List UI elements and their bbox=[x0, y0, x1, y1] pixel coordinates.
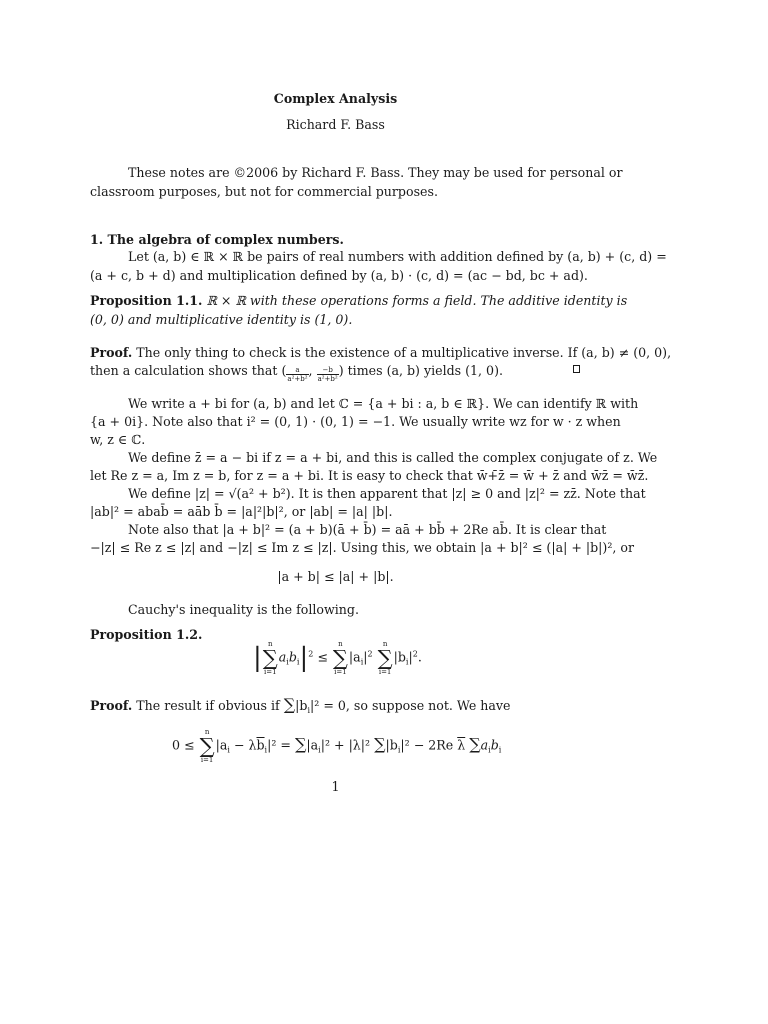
proposition-text: ℝ × ℝ with these operations forms a field. The additive identity is bbox=[206, 293, 628, 308]
proof-text-post: ) times (a, b) yields (1, 0). bbox=[338, 363, 503, 378]
proof-text: The only thing to check is the existence of a multiplicative inverse. If (a, b) ≠ (0, 0), bbox=[136, 345, 672, 360]
section-heading: 1. The algebra of complex numbers. bbox=[90, 232, 344, 247]
proposition-1-1-line-2: (0, 0) and multiplicative identity is (1, 0). bbox=[90, 312, 353, 327]
body-line-9: −|z| ≤ Re z ≤ |z| and −|z| ≤ Im z ≤ |z|. Using this, we obtain |a + b|² ≤ (|a| + |b|)², or bbox=[90, 540, 634, 555]
body-line-5: let Re z = a, Im z = b, for z = a + bi. It is easy to check that w̄+̄z̄ = w̄ + z̄ and w̄z̄ = w̄z̄. bbox=[90, 468, 649, 483]
body-line-8: Note also that |a + b|² = (a + b)(ā + b̄) = aā + bb̄ + 2Re ab̄. It is clear that bbox=[128, 522, 607, 537]
section-para-line-2: (a + c, b + d) and multiplication defined by (a, b) · (c, d) = (ac − bd, bc + ad). bbox=[90, 268, 588, 283]
abs-bar-right: | bbox=[299, 643, 309, 673]
proposition-1-1-line-1 bbox=[90, 291, 628, 311]
copyright-line-2: classroom purposes, but not for commercial purposes. bbox=[90, 184, 438, 199]
fraction-numerator: a bbox=[286, 366, 308, 375]
proof-1-line-2 bbox=[90, 361, 581, 383]
proof-label: Proof. bbox=[90, 345, 133, 360]
expansion-formula: 0 ≤ n ∑ i=1 $|a_i - \lambda\overline{b}_i|^2 = \sum|a_i|^2 + |\lambda|^2$ $\sum|b_i|^2 - 2Re$ $\overline{\lambda}$ $\sum a_ib_i$ bbox=[172, 728, 502, 764]
cauchy-inequality-formula: | n ∑ i=1 $a_ib_i|^2$ ≤ n ∑ i=1 $|a_i|^2$ n ∑ i=1 $|b_i|^2$. bbox=[253, 640, 422, 676]
proposition-label: Proposition 1.1. bbox=[90, 293, 203, 308]
cauchy-intro: Cauchy's inequality is the following. bbox=[128, 602, 359, 617]
proof-1-line-1 bbox=[90, 343, 672, 363]
proposition-1-2-label: Proposition 1.2. bbox=[90, 627, 203, 642]
body-line-3: w, z ∈ ℂ. bbox=[90, 432, 146, 447]
fraction-denominator: a²+b² bbox=[317, 375, 338, 383]
copyright-line-1: These notes are ©2006 by Richard F. Bass. They may be used for personal or bbox=[128, 165, 623, 180]
sum-operator: n ∑ i=1 bbox=[199, 728, 215, 764]
paper-title: Complex Analysis bbox=[273, 91, 398, 106]
fraction-2 bbox=[317, 366, 339, 383]
body-line-4: We define z̄ = a − bi if z = a + bi, and this is called the complex conjugate of z. We bbox=[128, 450, 658, 465]
abs-bar-left: | bbox=[253, 643, 262, 673]
sum-operator: n ∑ i=1 bbox=[262, 640, 278, 676]
body-line-1: We write a + bi for (a, b) and let ℂ = {a + bi : a, b ∈ ℝ}. We can identify ℝ with bbox=[128, 396, 639, 411]
proof-label: Proof. bbox=[90, 698, 133, 713]
page-number: 1 bbox=[331, 779, 340, 794]
sum-operator: n ∑ i=1 bbox=[377, 640, 393, 676]
sum-operator: n ∑ i=1 bbox=[332, 640, 348, 676]
author-name: Richard F. Bass bbox=[286, 117, 385, 132]
fraction-numerator: −b bbox=[317, 366, 339, 375]
body-line-2: {a + 0i}. Note also that i² = (0, 1) · (0, 1) = −1. We usually write wz for w · z when bbox=[90, 414, 621, 429]
section-para-line-1: Let (a, b) ∈ ℝ × ℝ be pairs of real numbers with addition defined by (a, b) + (c, d) = bbox=[128, 249, 667, 264]
proof-2-line: Proof. The result if obvious if $\sum|b_i|^2 = 0$, so suppose not. We have bbox=[90, 695, 511, 715]
proof-text-pre: then a calculation shows that ( bbox=[90, 363, 287, 378]
fraction-separator: , bbox=[308, 363, 313, 378]
body-line-7: |ab|² = abab̄ = aāb b̄ = |a|²|b|², or |ab| = |a| |b|. bbox=[90, 504, 393, 519]
qed-box-icon bbox=[573, 365, 580, 373]
body-line-6: We define |z| = √(a² + b²). It is then apparent that |z| ≥ 0 and |z|² = zz̄. Note that bbox=[128, 486, 646, 501]
fraction-denominator: a²+b² bbox=[287, 375, 308, 383]
fraction-1 bbox=[286, 366, 308, 383]
display-inequality: |a + b| ≤ |a| + |b|. bbox=[277, 569, 394, 584]
